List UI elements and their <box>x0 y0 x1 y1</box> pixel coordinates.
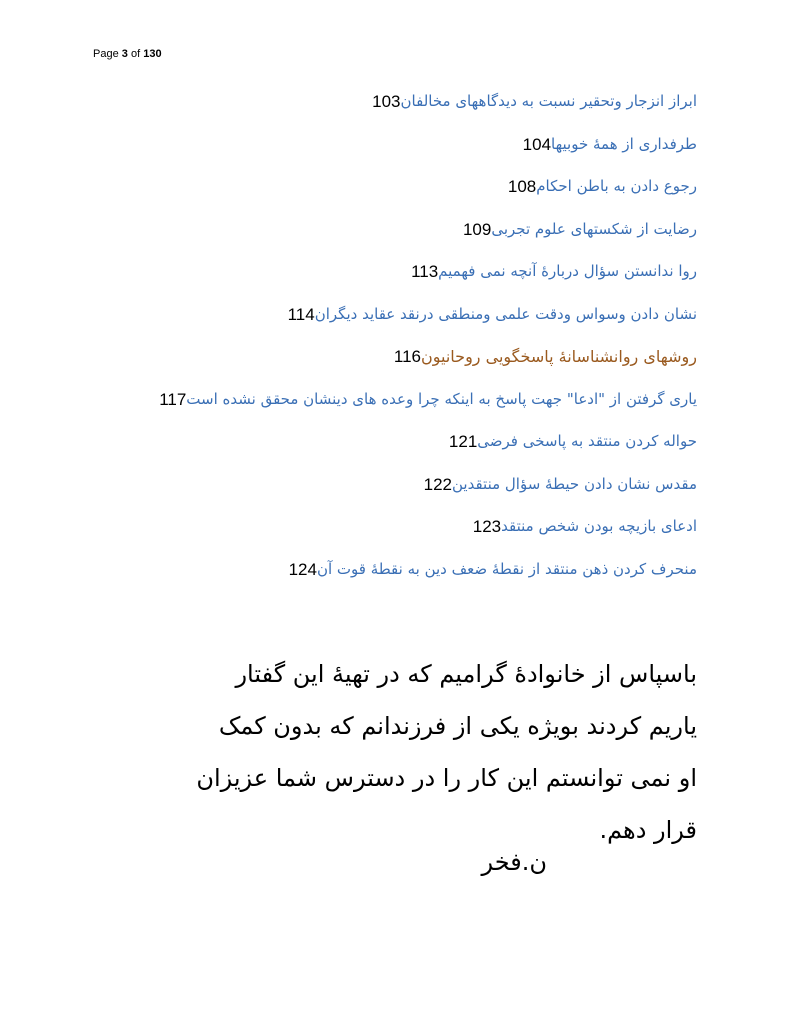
acknowledgement-paragraph <box>196 648 697 856</box>
table-of-contents <box>77 92 697 602</box>
acknowledgement-line: قرار دهم. <box>599 816 697 844</box>
page-number-header <box>93 48 162 60</box>
toc-entry-page: 114 <box>287 304 315 324</box>
toc-entry[interactable] <box>77 220 697 263</box>
current-page: 3 <box>121 48 128 60</box>
toc-entry-page: 104 <box>522 134 552 154</box>
acknowledgement-line: یاریم کردند بویژه یکی از فرزندانم که بدون کمک <box>218 712 697 740</box>
toc-entry-title[interactable]: یاری گرفتن از "ادعا" جهت پاسخ به اینکه چرا وعده های دینشان محقق نشده است <box>186 389 697 408</box>
toc-entry[interactable] <box>77 390 697 433</box>
toc-entry-title[interactable]: رجوع دادن به باطن احکام <box>536 177 697 195</box>
toc-entry[interactable] <box>77 135 697 178</box>
toc-entry[interactable] <box>77 177 697 220</box>
toc-entry-title[interactable]: نشان دادن وسواس ودقت علمی ومنطقی درنقد عقاید دیگران <box>314 304 697 323</box>
toc-section-heading[interactable] <box>77 347 697 390</box>
toc-entry-page: 123 <box>472 517 502 536</box>
total-pages: 130 <box>143 48 162 60</box>
toc-entry[interactable] <box>77 432 697 475</box>
toc-entry-page: 113 <box>411 262 439 281</box>
acknowledgement-line: باسپاس از خانوادهٔ گرامیم که در تهیهٔ این گفتار <box>235 660 697 688</box>
toc-entry-page: 108 <box>507 177 537 196</box>
toc-entry-title[interactable]: حواله کردن منتقد به پاسخی فرضی <box>477 432 697 450</box>
toc-entry[interactable] <box>77 92 697 135</box>
toc-entry-title[interactable]: ابراز انزجار وتحقیر نسبت به دیدگاههای مخالفان <box>400 92 697 110</box>
toc-entry-page: 121 <box>448 432 478 451</box>
toc-entry-title[interactable]: ادعای بازیچه بودن شخص منتقد <box>501 517 697 535</box>
toc-entry-title[interactable]: مقدس نشان دادن حیطهٔ سؤال منتقدین <box>451 474 697 493</box>
acknowledgement-line: او نمی توانستم این کار را در دسترس شما عزیزان <box>196 764 697 792</box>
toc-entry-title[interactable]: رضایت از شکستهای علوم تجربی <box>491 219 697 238</box>
toc-entry[interactable] <box>77 475 697 518</box>
page-of-label: of <box>130 48 141 60</box>
toc-section-title[interactable]: روشهای روانشناسانهٔ پاسخگویی روحانیون <box>421 347 697 366</box>
toc-entry-page: 124 <box>288 559 317 579</box>
author-signature: ن.فخر <box>481 848 547 876</box>
toc-entry-page: 103 <box>372 92 401 111</box>
toc-entry-title[interactable]: منحرف کردن ذهن منتقد از نقطهٔ ضعف دین به نقطهٔ قوت آن <box>316 559 697 578</box>
toc-entry-page: 109 <box>462 219 492 239</box>
toc-entry-page: 122 <box>423 474 452 494</box>
toc-entry[interactable] <box>77 262 697 305</box>
toc-entry[interactable] <box>77 517 697 560</box>
toc-entry-page: 116 <box>393 347 421 366</box>
toc-entry-title[interactable]: طرفداری از همهٔ خوبیها <box>551 134 697 153</box>
toc-entry-title[interactable]: روا ندانستن سؤال دربارهٔ آنچه نمی فهمیم <box>438 262 697 280</box>
toc-entry-page: 117 <box>159 389 187 409</box>
toc-entry[interactable] <box>77 560 697 603</box>
page-label: Page <box>93 48 119 60</box>
toc-entry[interactable] <box>77 305 697 348</box>
